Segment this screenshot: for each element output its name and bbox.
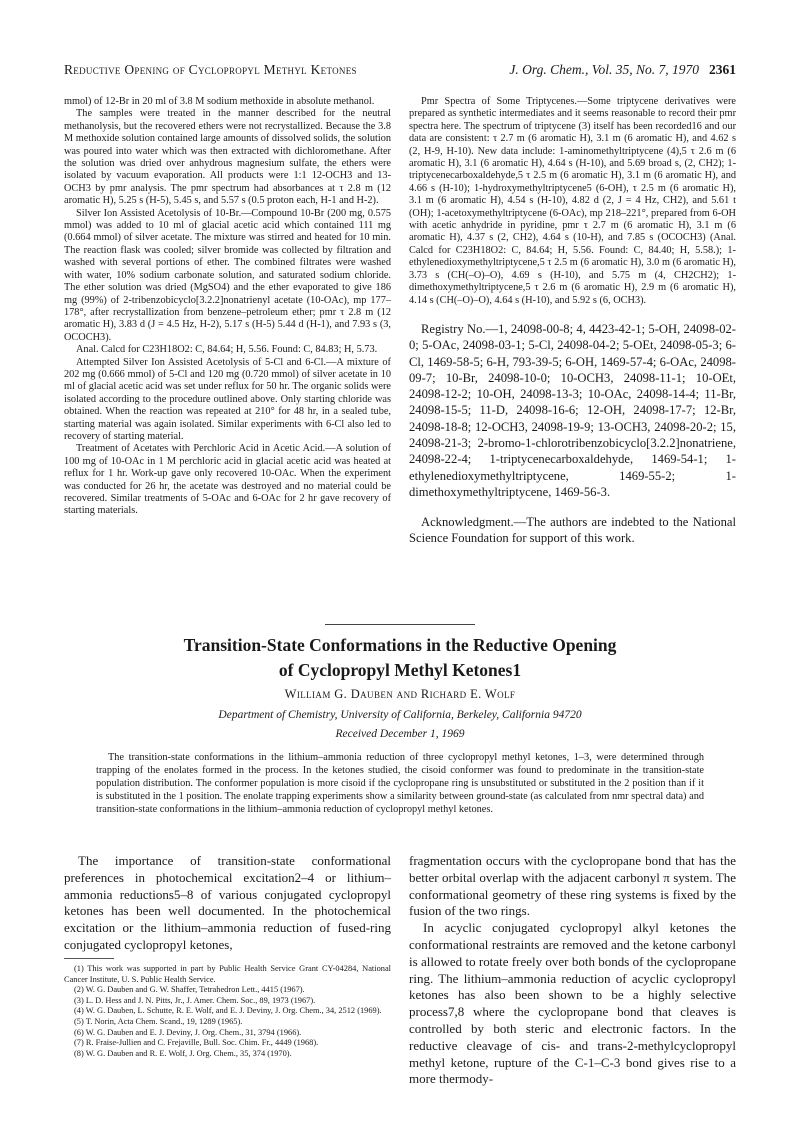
page-number: 2361 <box>709 62 736 77</box>
paragraph: Attempted Silver Ion Assisted Acetolysis of 5-Cl and 6-Cl.—A mixture of 202 mg (0.666 mmol) of 5-Cl and 120 mg (0.720 mmol) of silver acetate in 10 ml of glacial acetic acid was set under reflux for 50 hr. The organic solids were isolated according to the procedure outlined above. Only starting chloride was obtained. When the reaction was repeated at 210° for 48 hr, in a sealed tube, starting material was again isolated. Similar experiments with 6-Cl also led to recovery of starting material. <box>64 356 391 442</box>
authors: William G. Dauben and Richard E. Wolf <box>284 687 516 701</box>
running-title: Reductive Opening of Cyclopropyl Methyl Ketones <box>64 62 357 77</box>
body-left-column <box>64 853 391 954</box>
footnote: (8) W. G. Dauben and R. E. Wolf, J. Org. Chem., 35, 374 (1970). <box>74 1048 292 1058</box>
journal-citation <box>509 62 736 78</box>
paragraph: The importance of transition-state conformational preferences in photochemical excitation2–4 or lithium–ammonia reductions5–8 of various conjugated cyclopropyl ketones has been well documented. In the photochemical excitation or the lithium–ammonia reduction of fused-ring conjugated cyclopropyl ketones, <box>64 853 391 952</box>
paragraph: In acyclic conjugated cyclopropyl alkyl ketones the conformational restraints are removed and the ketone carbonyl is allowed to rotate freely over both bonds of the cyclopropane ring. The lithium–ammonia reduction of acyclic cyclopropyl ketones has also been shown to be a highly selective process7,8 where the cyclopropane bond that cleaves is controlled by both steric and electronic factors. In the reductive cleavage of cis- and trans-2-methylcyclopropyl methyl ketone, rupture of the C-1–C-3 bond gives rise to a more thermody- <box>409 920 736 1087</box>
body-right-column <box>409 853 736 1088</box>
footnote: (3) L. D. Hess and J. N. Pitts, Jr., J. Amer. Chem. Soc., 89, 1973 (1967). <box>74 995 316 1005</box>
paragraph: Pmr Spectra of Some Triptycenes.—Some triptycene derivatives were prepared as synthetic intermediates and it seems reasonable to record their pmr spectra here. The spectrum of triptycene (3) itself has been recorded16 and our data are consistent: τ 2.7 m (6 aromatic H), 3.1 m (6 aromatic H), and 4.62 s (2, H-9, H-10). New data include: 1-aminomethyltriptycene (4),5 τ 2.6 m (6 aromatic H), 3.1 (6 aromatic H), 4.64 s (H-10), and 5.69 broad s, (2, CH2); 1-triptycenecarboxaldehyde,5 τ 2.5 m (6 aromatic H), 3.1 m (6 aromatic H), and 4.66 s (H-10); 1-hydroxymethyltriptycene5 (6-OH), τ 2.5 m (6 aromatic H), 3.1 m (6 aromatic H), 4.54 s (H-10), 4.82 d (2, J = 4 Hz, CH2), and 5.61 t (OH); 1-acetoxymethyltriptycene (6-OAc), mp 218–221°, prepared from 6-OH with acetic anhydride in pyridine, pmr τ 2.7 m (6 aromatic H), 3.1 m (6 aromatic H), 4.37 s (2, CH2), 4.64 s (10-H), and 7.85 s (OCOCH3) (Anal. Calcd for C23H18O2: C, 84.64; H, 5.56. Found: C, 84.40; H, 5.58.); 1-ethylenedioxymethyltriptycene,5 τ 2.5 m (6 aromatic H), 3.0 m (6 aromatic H), 3.73 s (CH(–O)–O), 4.69 s (H-10), and 5.75 m (4, CH2CH2); 1-dimethoxymethyltriptycene,5 τ 2.6 m (6 aromatic H), 2.9 m (6 aromatic H), 4.14 s (CH(–O)–O), 4.64 s (H-10), and 5.92 s (6, OCH3). <box>409 96 736 306</box>
section-divider <box>325 624 475 625</box>
title-line: of Cyclopropyl Methyl Ketones1 <box>278 660 522 680</box>
footnote: (6) W. G. Dauben and E. J. Deviny, J. Org. Chem., 31, 3794 (1966). <box>74 1027 302 1037</box>
footnotes <box>64 964 391 1059</box>
footnote: (2) W. G. Dauben and G. W. Shaffer, Tetrahedron Lett., 4415 (1967). <box>74 985 305 995</box>
experimental-left-column <box>64 96 391 518</box>
footnote: (1) This work was supported in part by Public Health Service Grant CY-04284, National Cancer Institute, U. S. Public Health Service. <box>64 964 391 984</box>
experimental-right-column <box>409 96 736 547</box>
paragraph: Silver Ion Assisted Acetolysis of 10-Br.—Compound 10-Br (200 mg, 0.575 mmol) was added to 10 ml of glacial acetic acid which contained 111 mg (0.664 mmol) of silver acetate. The mixture was stirred and heated for 10 min. The reaction flask was cooled; silver bromide was collected by filtration and washed with several portions of ether. The combined filtrates were washed with water, 10% sodium carbonate solution, and saturated sodium chloride. The ether solution was dried (MgSO4) and the ether evaporated to give 186 mg (99%) of 2-tribenzobicyclo[3.2.2]nonatrienyl acetate (10-OAc), mp 177–178°, after recrystallization from benzene–petroleum ether; pmr τ 2.8 m (12 aromatic H), 3.83 d (J = 4.5 Hz, H-2), 5.17 s (H-5) 5.44 d (H-1), and 7.93 s (3, OCOCH3). <box>64 207 391 343</box>
affiliation: Department of Chemistry, University of California, Berkeley, California 94720 <box>218 709 582 721</box>
registry-numbers: Registry No.—1, 24098-00-8; 4, 4423-42-1; 5-OH, 24098-02-0; 5-OAc, 24098-03-1; 5-Cl, 24098-04-2; 5-OEt, 24098-05-3; 6-Cl, 1469-58-5; 6-H, 793-39-5; 6-OH, 1469-57-4; 6-OAc, 24098-09-7; 10-Br, 24098-10-0; 10-OCH3, 24098-11-1; 10-OEt, 24098-12-2; 10-OH, 24098-13-3; 10-OAc, 24098-14-4; 11-Br, 24098-15-5; 11-D, 24098-16-6; 12-OH, 24098-17-7; 12-Br, 24098-18-8; 12-OCH3, 24098-19-9; 13-OCH3, 24098-20-2; 15, 24098-21-3; 2-bromo-1-chlorotribenzobicyclo[3.2.2]nonatriene, 24098-22-4; 1-triptycenecarboxaldehyde, 1469-54-1; 1-ethylenedioxymethyltriptycene, 1469-55-2; 1-dimethoxymethyltriptycene, 1469-56-3. <box>409 321 736 499</box>
paragraph: mmol) of 12-Br in 20 ml of 3.8 M sodium methoxide in absolute methanol. <box>64 96 375 107</box>
footnote: (5) T. Norin, Acta Chem. Scand., 19, 1289 (1965). <box>74 1016 243 1026</box>
footnote: (7) R. Fraise-Jullien and C. Frejaville, Bull. Soc. Chim. Fr., 4449 (1968). <box>74 1038 319 1048</box>
journal-name: J. Org. Chem., Vol. 35, No. 7, 1970 <box>509 62 699 77</box>
title-line: Transition-State Conformations in the Reductive Opening <box>183 635 617 655</box>
received-date: Received December 1, 1969 <box>335 728 465 740</box>
paragraph: Treatment of Acetates with Perchloric Acid in Acetic Acid.—A solution of 100 mg of 10-OAc in 1 M perchloric acid in glacial acetic acid was heated at reflux for 1 hr. Work-up gave only recovered 10-OAc. When the experiment was conducted for 26 hr, the acetate was destroyed and no material could be recovered. Similar treatments of 5-OAc and 6-OAc for 2 hr gave recovery of starting materials. <box>64 443 391 517</box>
footnote: (4) W. G. Dauben, L. Schutte, R. E. Wolf, and E. J. Deviny, J. Org. Chem., 34, 2512 (1969). <box>74 1006 382 1016</box>
paragraph: Anal. Calcd for C23H18O2: C, 84.64; H, 5.56. Found: C, 84.83; H, 5.73. <box>76 344 378 356</box>
acknowledgment: Acknowledgment.—The authors are indebted to the National Science Foundation for support of this work. <box>409 515 736 546</box>
footnote-rule <box>64 958 114 959</box>
paragraph: The samples were treated in the manner described for the neutral methanolysis, but the recovered ethers were not recrystallized. Because the 3.8 M methoxide solution contained large amounts of dissolved solids, the solution was poured into water which was then extracted with dichloromethane. After the solution was dried over anhydrous magnesium sulfate, the ethers were isolated by vacuum evaporation. All products were 1:1 12-OCH3 and 13-OCH3 by pmr analysis. The pmr spectrum had absorbances at τ 2.8 m (12 aromatic H), 5.25 s (H-5), 5.45 s, and 5.57 s (0.5 proton each, H-1 and H-2). <box>64 108 391 207</box>
paragraph: fragmentation occurs with the cyclopropane bond that has the better orbital overlap with the adjacent carbonyl π system. The conformational geometry of these ring systems is fixed by the fusion of the two rings. <box>409 853 736 919</box>
article-title <box>80 633 720 683</box>
abstract: The transition-state conformations in the lithium–ammonia reduction of three cyclopropyl methyl ketones, 1–3, were determined through trapping of the enolates formed in the process. In the ketones studied, the cisoid conformer was found to predominate in the transition-state population distribution. The conformer population is more cisoid if the cyclopropane ring is unsubstituted or substituted in the 2 position than if it is substituted in the 1 position. The enolate trapping experiments show a similarity between ground-state (as calculated from nmr spectral data) and transition-state conformations in the lithium–ammonia reduction of cyclopropyl methyl ketones. <box>96 752 704 815</box>
running-head <box>64 62 736 82</box>
